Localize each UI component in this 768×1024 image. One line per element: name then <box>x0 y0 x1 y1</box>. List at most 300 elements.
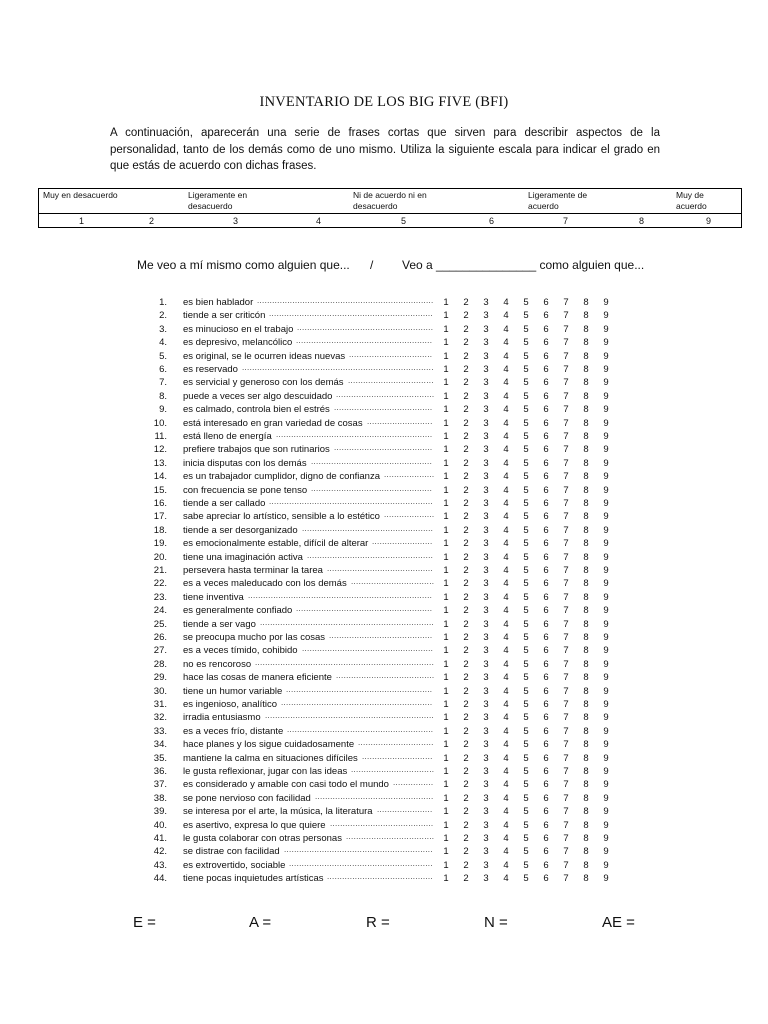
rating-option[interactable]: 1 <box>443 323 449 335</box>
rating-option[interactable]: 9 <box>603 565 609 576</box>
rating-option[interactable]: 6 <box>543 431 549 442</box>
rating-option[interactable]: 3 <box>483 417 489 429</box>
rating-option[interactable]: 4 <box>503 565 509 576</box>
rating-option[interactable]: 8 <box>583 645 589 657</box>
rating-option[interactable]: 4 <box>503 846 509 858</box>
rating-option[interactable]: 8 <box>583 511 589 523</box>
rating-option[interactable]: 8 <box>583 605 589 617</box>
rating-option[interactable]: 3 <box>483 364 489 375</box>
rating-option[interactable]: 4 <box>503 712 509 724</box>
rating-option[interactable]: 7 <box>563 859 569 871</box>
rating-option[interactable]: 9 <box>603 323 609 335</box>
rating-option[interactable]: 1 <box>443 806 449 818</box>
rating-option[interactable]: 3 <box>483 806 489 818</box>
rating-option[interactable]: 4 <box>503 364 509 375</box>
rating-option[interactable]: 2 <box>463 498 469 509</box>
rating-option[interactable]: 7 <box>563 364 569 375</box>
rating-option[interactable]: 6 <box>543 739 549 751</box>
rating-option[interactable]: 6 <box>543 632 549 643</box>
rating-option[interactable]: 1 <box>443 712 449 724</box>
rating-option[interactable]: 2 <box>463 431 469 442</box>
rating-option[interactable]: 3 <box>483 538 489 550</box>
rating-option[interactable]: 6 <box>543 444 549 456</box>
rating-option[interactable]: 7 <box>563 511 569 523</box>
rating-option[interactable]: 6 <box>543 498 549 509</box>
rating-option[interactable]: 3 <box>483 645 489 657</box>
rating-option[interactable]: 7 <box>563 618 569 630</box>
rating-option[interactable]: 3 <box>483 498 489 509</box>
rating-option[interactable]: 9 <box>603 685 609 697</box>
rating-option[interactable]: 6 <box>543 792 549 804</box>
rating-option[interactable]: 3 <box>483 739 489 751</box>
rating-option[interactable]: 3 <box>483 578 489 590</box>
rating-option[interactable]: 6 <box>543 578 549 590</box>
rating-option[interactable]: 8 <box>583 444 589 456</box>
rating-option[interactable]: 4 <box>503 739 509 751</box>
rating-option[interactable]: 7 <box>563 431 569 442</box>
rating-option[interactable]: 8 <box>583 431 589 442</box>
rating-option[interactable]: 6 <box>543 377 549 389</box>
rating-option[interactable]: 3 <box>483 725 489 737</box>
rating-option[interactable]: 9 <box>603 632 609 643</box>
rating-option[interactable]: 2 <box>463 752 469 764</box>
rating-option[interactable]: 8 <box>583 685 589 697</box>
rating-option[interactable]: 5 <box>523 297 529 308</box>
rating-option[interactable]: 8 <box>583 350 589 362</box>
rating-option[interactable]: 3 <box>483 859 489 871</box>
rating-option[interactable]: 6 <box>543 658 549 670</box>
rating-option[interactable]: 5 <box>523 685 529 697</box>
rating-option[interactable]: 7 <box>563 310 569 322</box>
rating-option[interactable]: 1 <box>443 444 449 456</box>
rating-option[interactable]: 1 <box>443 337 449 349</box>
rating-option[interactable]: 4 <box>503 766 509 777</box>
rating-option[interactable]: 8 <box>583 859 589 871</box>
rating-option[interactable]: 6 <box>543 846 549 858</box>
rating-option[interactable]: 1 <box>443 457 449 469</box>
rating-option[interactable]: 1 <box>443 618 449 630</box>
rating-option[interactable]: 7 <box>563 806 569 818</box>
rating-option[interactable]: 2 <box>463 350 469 362</box>
rating-option[interactable]: 4 <box>503 404 509 416</box>
rating-option[interactable]: 5 <box>523 846 529 858</box>
rating-option[interactable]: 7 <box>563 444 569 456</box>
rating-option[interactable]: 6 <box>543 712 549 724</box>
rating-option[interactable]: 2 <box>463 444 469 456</box>
rating-option[interactable]: 5 <box>523 779 529 791</box>
rating-option[interactable]: 7 <box>563 632 569 643</box>
rating-option[interactable]: 6 <box>543 350 549 362</box>
rating-option[interactable]: 9 <box>603 725 609 737</box>
rating-option[interactable]: 1 <box>443 551 449 563</box>
rating-option[interactable]: 4 <box>503 337 509 349</box>
rating-option[interactable]: 7 <box>563 712 569 724</box>
rating-option[interactable]: 2 <box>463 404 469 416</box>
rating-option[interactable]: 1 <box>443 364 449 375</box>
rating-option[interactable]: 3 <box>483 779 489 791</box>
rating-option[interactable]: 9 <box>603 873 609 885</box>
rating-option[interactable]: 9 <box>603 605 609 617</box>
rating-option[interactable]: 9 <box>603 551 609 563</box>
rating-option[interactable]: 8 <box>583 712 589 724</box>
rating-option[interactable]: 4 <box>503 484 509 496</box>
rating-option[interactable]: 5 <box>523 377 529 389</box>
rating-option[interactable]: 3 <box>483 846 489 858</box>
rating-option[interactable]: 6 <box>543 859 549 871</box>
rating-option[interactable]: 3 <box>483 833 489 844</box>
rating-option[interactable]: 4 <box>503 390 509 402</box>
rating-option[interactable]: 1 <box>443 605 449 617</box>
rating-option[interactable]: 7 <box>563 471 569 483</box>
rating-option[interactable]: 3 <box>483 658 489 670</box>
rating-option[interactable]: 9 <box>603 457 609 469</box>
rating-option[interactable]: 5 <box>523 859 529 871</box>
rating-option[interactable]: 5 <box>523 498 529 509</box>
rating-option[interactable]: 8 <box>583 591 589 603</box>
rating-option[interactable]: 1 <box>443 565 449 576</box>
rating-option[interactable]: 8 <box>583 471 589 483</box>
rating-option[interactable]: 3 <box>483 457 489 469</box>
rating-option[interactable]: 5 <box>523 551 529 563</box>
rating-option[interactable]: 3 <box>483 297 489 308</box>
rating-option[interactable]: 9 <box>603 538 609 550</box>
rating-option[interactable]: 2 <box>463 685 469 697</box>
rating-option[interactable]: 8 <box>583 833 589 844</box>
rating-option[interactable]: 3 <box>483 873 489 885</box>
rating-option[interactable]: 6 <box>543 404 549 416</box>
rating-option[interactable]: 1 <box>443 792 449 804</box>
rating-option[interactable]: 7 <box>563 404 569 416</box>
rating-option[interactable]: 7 <box>563 873 569 885</box>
rating-option[interactable]: 9 <box>603 337 609 349</box>
rating-option[interactable]: 5 <box>523 591 529 603</box>
rating-option[interactable]: 2 <box>463 337 469 349</box>
rating-option[interactable]: 4 <box>503 699 509 710</box>
rating-option[interactable]: 6 <box>543 819 549 831</box>
rating-option[interactable]: 7 <box>563 752 569 764</box>
rating-option[interactable]: 5 <box>523 444 529 456</box>
rating-option[interactable]: 4 <box>503 859 509 871</box>
rating-option[interactable]: 9 <box>603 524 609 536</box>
rating-option[interactable]: 2 <box>463 565 469 576</box>
rating-option[interactable]: 1 <box>443 297 449 308</box>
rating-option[interactable]: 6 <box>543 752 549 764</box>
rating-option[interactable]: 8 <box>583 658 589 670</box>
rating-option[interactable]: 9 <box>603 672 609 684</box>
rating-option[interactable]: 9 <box>603 833 609 844</box>
rating-option[interactable]: 2 <box>463 591 469 603</box>
rating-option[interactable]: 9 <box>603 444 609 456</box>
rating-option[interactable]: 7 <box>563 337 569 349</box>
rating-option[interactable]: 8 <box>583 618 589 630</box>
rating-option[interactable]: 8 <box>583 739 589 751</box>
rating-option[interactable]: 7 <box>563 551 569 563</box>
rating-option[interactable]: 5 <box>523 578 529 590</box>
rating-option[interactable]: 6 <box>543 337 549 349</box>
rating-option[interactable]: 3 <box>483 792 489 804</box>
rating-option[interactable]: 9 <box>603 779 609 791</box>
rating-option[interactable]: 2 <box>463 859 469 871</box>
rating-option[interactable]: 6 <box>543 364 549 375</box>
rating-option[interactable]: 9 <box>603 364 609 375</box>
rating-option[interactable]: 1 <box>443 859 449 871</box>
rating-option[interactable]: 7 <box>563 645 569 657</box>
rating-option[interactable]: 8 <box>583 578 589 590</box>
rating-option[interactable]: 8 <box>583 390 589 402</box>
rating-option[interactable]: 4 <box>503 511 509 523</box>
rating-option[interactable]: 6 <box>543 310 549 322</box>
rating-option[interactable]: 5 <box>523 699 529 710</box>
rating-option[interactable]: 8 <box>583 766 589 777</box>
rating-option[interactable]: 6 <box>543 618 549 630</box>
rating-option[interactable]: 4 <box>503 685 509 697</box>
rating-option[interactable]: 4 <box>503 457 509 469</box>
rating-option[interactable]: 1 <box>443 591 449 603</box>
rating-option[interactable]: 8 <box>583 404 589 416</box>
rating-option[interactable]: 9 <box>603 658 609 670</box>
rating-option[interactable]: 1 <box>443 672 449 684</box>
rating-option[interactable]: 2 <box>463 605 469 617</box>
rating-option[interactable]: 5 <box>523 766 529 777</box>
rating-option[interactable]: 9 <box>603 417 609 429</box>
rating-option[interactable]: 5 <box>523 417 529 429</box>
rating-option[interactable]: 4 <box>503 417 509 429</box>
rating-option[interactable]: 4 <box>503 632 509 643</box>
rating-option[interactable]: 6 <box>543 390 549 402</box>
rating-option[interactable]: 9 <box>603 846 609 858</box>
rating-option[interactable]: 1 <box>443 431 449 442</box>
rating-option[interactable]: 8 <box>583 725 589 737</box>
rating-option[interactable]: 1 <box>443 819 449 831</box>
rating-option[interactable]: 8 <box>583 417 589 429</box>
rating-option[interactable]: 6 <box>543 565 549 576</box>
rating-option[interactable]: 7 <box>563 350 569 362</box>
rating-option[interactable]: 1 <box>443 752 449 764</box>
rating-option[interactable]: 9 <box>603 806 609 818</box>
rating-option[interactable]: 2 <box>463 766 469 777</box>
rating-option[interactable]: 6 <box>543 873 549 885</box>
rating-option[interactable]: 8 <box>583 752 589 764</box>
rating-option[interactable]: 7 <box>563 605 569 617</box>
rating-option[interactable]: 7 <box>563 779 569 791</box>
rating-option[interactable]: 4 <box>503 605 509 617</box>
rating-option[interactable]: 7 <box>563 725 569 737</box>
rating-option[interactable]: 5 <box>523 484 529 496</box>
rating-option[interactable]: 4 <box>503 792 509 804</box>
rating-option[interactable]: 9 <box>603 578 609 590</box>
rating-option[interactable]: 4 <box>503 471 509 483</box>
rating-option[interactable]: 1 <box>443 766 449 777</box>
rating-option[interactable]: 6 <box>543 511 549 523</box>
rating-option[interactable]: 2 <box>463 699 469 710</box>
rating-option[interactable]: 2 <box>463 806 469 818</box>
rating-option[interactable]: 4 <box>503 591 509 603</box>
rating-option[interactable]: 4 <box>503 551 509 563</box>
rating-option[interactable]: 7 <box>563 498 569 509</box>
rating-option[interactable]: 9 <box>603 739 609 751</box>
rating-option[interactable]: 9 <box>603 484 609 496</box>
rating-option[interactable]: 1 <box>443 739 449 751</box>
rating-option[interactable]: 2 <box>463 417 469 429</box>
rating-option[interactable]: 5 <box>523 457 529 469</box>
rating-option[interactable]: 7 <box>563 685 569 697</box>
rating-option[interactable]: 1 <box>443 498 449 509</box>
rating-option[interactable]: 6 <box>543 484 549 496</box>
rating-option[interactable]: 4 <box>503 618 509 630</box>
rating-option[interactable]: 9 <box>603 699 609 710</box>
rating-option[interactable]: 5 <box>523 712 529 724</box>
rating-option[interactable]: 3 <box>483 377 489 389</box>
rating-option[interactable]: 1 <box>443 524 449 536</box>
rating-option[interactable]: 2 <box>463 524 469 536</box>
rating-option[interactable]: 1 <box>443 417 449 429</box>
rating-option[interactable]: 1 <box>443 471 449 483</box>
rating-option[interactable]: 1 <box>443 404 449 416</box>
rating-option[interactable]: 2 <box>463 779 469 791</box>
rating-option[interactable]: 8 <box>583 846 589 858</box>
rating-option[interactable]: 7 <box>563 819 569 831</box>
rating-option[interactable]: 1 <box>443 645 449 657</box>
rating-option[interactable]: 4 <box>503 779 509 791</box>
rating-option[interactable]: 7 <box>563 323 569 335</box>
rating-option[interactable]: 5 <box>523 792 529 804</box>
rating-option[interactable]: 5 <box>523 605 529 617</box>
rating-option[interactable]: 6 <box>543 471 549 483</box>
rating-option[interactable]: 5 <box>523 323 529 335</box>
rating-option[interactable]: 5 <box>523 806 529 818</box>
rating-option[interactable]: 7 <box>563 297 569 308</box>
rating-option[interactable]: 3 <box>483 618 489 630</box>
rating-option[interactable]: 2 <box>463 846 469 858</box>
rating-option[interactable]: 2 <box>463 578 469 590</box>
rating-option[interactable]: 8 <box>583 484 589 496</box>
rating-option[interactable]: 7 <box>563 565 569 576</box>
rating-option[interactable]: 8 <box>583 873 589 885</box>
rating-option[interactable]: 4 <box>503 833 509 844</box>
rating-option[interactable]: 3 <box>483 699 489 710</box>
rating-option[interactable]: 8 <box>583 457 589 469</box>
rating-option[interactable]: 2 <box>463 658 469 670</box>
rating-option[interactable]: 5 <box>523 511 529 523</box>
rating-option[interactable]: 8 <box>583 337 589 349</box>
rating-option[interactable]: 5 <box>523 390 529 402</box>
rating-option[interactable]: 1 <box>443 578 449 590</box>
rating-option[interactable]: 2 <box>463 323 469 335</box>
rating-option[interactable]: 9 <box>603 377 609 389</box>
rating-option[interactable]: 4 <box>503 819 509 831</box>
rating-option[interactable]: 6 <box>543 806 549 818</box>
rating-option[interactable]: 9 <box>603 471 609 483</box>
rating-option[interactable]: 2 <box>463 819 469 831</box>
rating-option[interactable]: 3 <box>483 565 489 576</box>
rating-option[interactable]: 6 <box>543 605 549 617</box>
rating-option[interactable]: 1 <box>443 699 449 710</box>
rating-option[interactable]: 2 <box>463 645 469 657</box>
rating-option[interactable]: 3 <box>483 350 489 362</box>
rating-option[interactable]: 8 <box>583 310 589 322</box>
rating-option[interactable]: 5 <box>523 672 529 684</box>
rating-option[interactable]: 5 <box>523 431 529 442</box>
rating-option[interactable]: 6 <box>543 766 549 777</box>
rating-option[interactable]: 9 <box>603 591 609 603</box>
rating-option[interactable]: 2 <box>463 471 469 483</box>
rating-option[interactable]: 7 <box>563 457 569 469</box>
rating-option[interactable]: 7 <box>563 699 569 710</box>
rating-option[interactable]: 8 <box>583 551 589 563</box>
rating-option[interactable]: 6 <box>543 417 549 429</box>
rating-option[interactable]: 3 <box>483 524 489 536</box>
rating-option[interactable]: 5 <box>523 524 529 536</box>
rating-option[interactable]: 9 <box>603 752 609 764</box>
rating-option[interactable]: 4 <box>503 873 509 885</box>
rating-option[interactable]: 6 <box>543 323 549 335</box>
rating-option[interactable]: 8 <box>583 779 589 791</box>
rating-option[interactable]: 1 <box>443 833 449 844</box>
rating-option[interactable]: 6 <box>543 457 549 469</box>
rating-option[interactable]: 3 <box>483 712 489 724</box>
rating-option[interactable]: 3 <box>483 685 489 697</box>
rating-option[interactable]: 5 <box>523 350 529 362</box>
rating-option[interactable]: 4 <box>503 645 509 657</box>
rating-option[interactable]: 9 <box>603 390 609 402</box>
rating-option[interactable]: 7 <box>563 846 569 858</box>
rating-option[interactable]: 3 <box>483 310 489 322</box>
rating-option[interactable]: 1 <box>443 658 449 670</box>
rating-option[interactable]: 5 <box>523 404 529 416</box>
rating-option[interactable]: 9 <box>603 766 609 777</box>
rating-option[interactable]: 7 <box>563 578 569 590</box>
rating-option[interactable]: 4 <box>503 752 509 764</box>
rating-option[interactable]: 2 <box>463 364 469 375</box>
rating-option[interactable]: 5 <box>523 645 529 657</box>
rating-option[interactable]: 6 <box>543 551 549 563</box>
rating-option[interactable]: 4 <box>503 658 509 670</box>
rating-option[interactable]: 5 <box>523 833 529 844</box>
rating-option[interactable]: 5 <box>523 618 529 630</box>
rating-option[interactable]: 3 <box>483 431 489 442</box>
rating-option[interactable]: 8 <box>583 672 589 684</box>
rating-option[interactable]: 6 <box>543 297 549 308</box>
rating-option[interactable]: 4 <box>503 297 509 308</box>
rating-option[interactable]: 5 <box>523 819 529 831</box>
rating-option[interactable]: 9 <box>603 431 609 442</box>
rating-option[interactable]: 8 <box>583 792 589 804</box>
rating-option[interactable]: 5 <box>523 538 529 550</box>
rating-option[interactable]: 4 <box>503 323 509 335</box>
rating-option[interactable]: 5 <box>523 565 529 576</box>
rating-option[interactable]: 1 <box>443 725 449 737</box>
rating-option[interactable]: 5 <box>523 337 529 349</box>
rating-option[interactable]: 1 <box>443 632 449 643</box>
rating-option[interactable]: 3 <box>483 551 489 563</box>
rating-option[interactable]: 1 <box>443 377 449 389</box>
rating-option[interactable]: 5 <box>523 364 529 375</box>
rating-option[interactable]: 2 <box>463 739 469 751</box>
rating-option[interactable]: 7 <box>563 833 569 844</box>
rating-option[interactable]: 1 <box>443 846 449 858</box>
rating-option[interactable]: 6 <box>543 645 549 657</box>
rating-option[interactable]: 4 <box>503 431 509 442</box>
rating-option[interactable]: 7 <box>563 524 569 536</box>
rating-option[interactable]: 3 <box>483 444 489 456</box>
rating-option[interactable]: 2 <box>463 873 469 885</box>
rating-option[interactable]: 2 <box>463 511 469 523</box>
rating-option[interactable]: 2 <box>463 618 469 630</box>
rating-option[interactable]: 5 <box>523 739 529 751</box>
rating-option[interactable]: 9 <box>603 645 609 657</box>
rating-option[interactable]: 9 <box>603 712 609 724</box>
rating-option[interactable]: 2 <box>463 457 469 469</box>
